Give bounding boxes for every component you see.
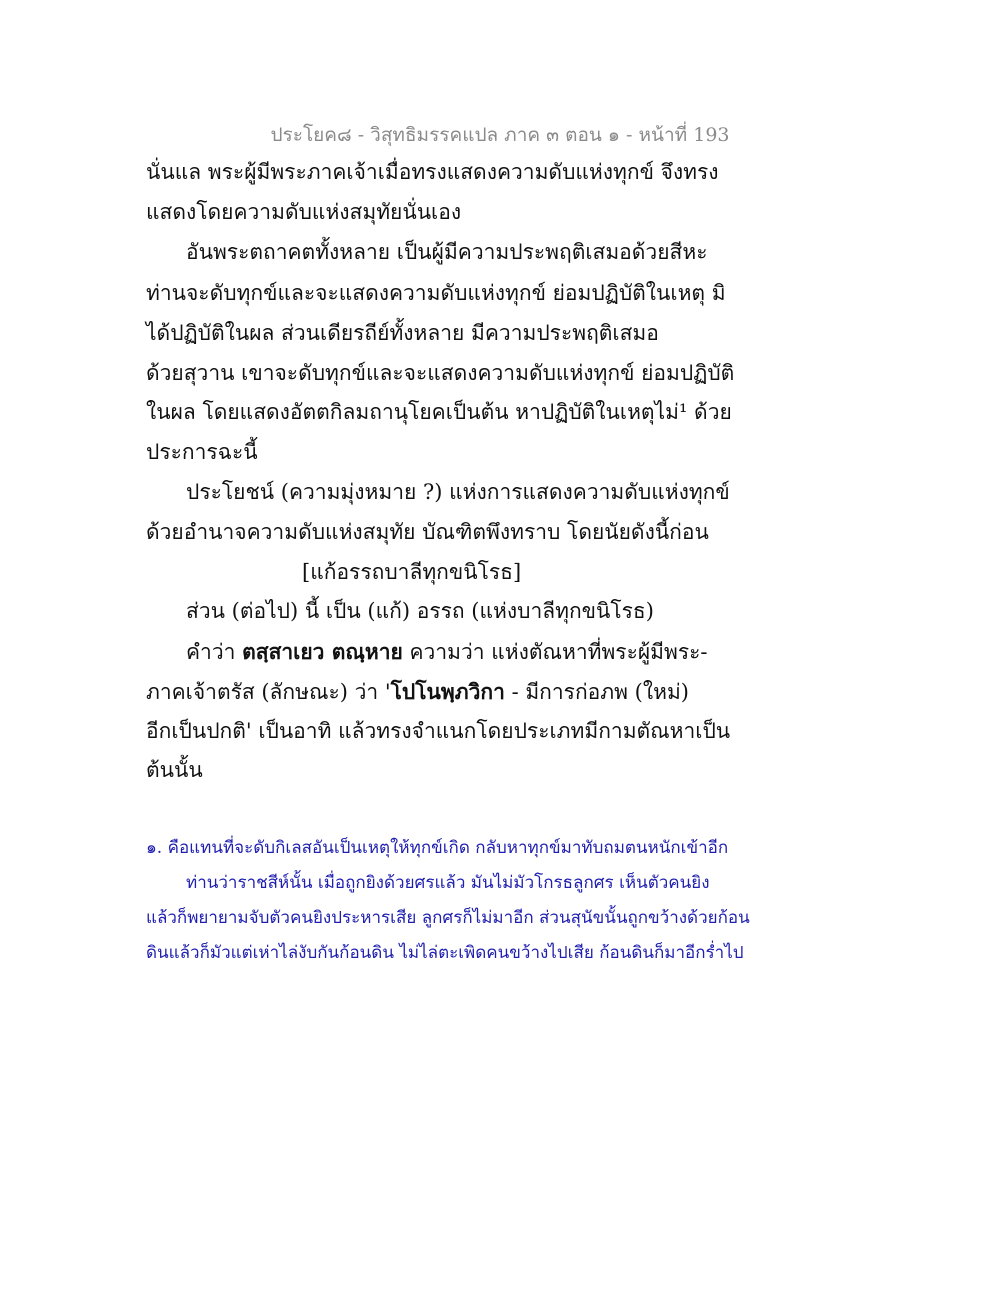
body-line: ในผล โดยแสดงอัตตกิลมถานุโยคเป็นต้น หาปฏิบัติในเหตุไม่¹ ด้วย bbox=[146, 400, 732, 424]
footnote-line: แล้วก็พยายามจับตัวคนยิงประหารเสีย ลูกศรก็ไม่มาอีก ส่วนสุนัขนั้นถูกขว้างด้วยก้อน bbox=[146, 908, 750, 928]
body-line: ด้วยสุวาน เขาจะดับทุกข์และจะแสดงความดับแห่งทุกข์ ย่อมปฏิบัติ bbox=[146, 361, 735, 385]
pali-term-bold: โปโนพฺภวิกา bbox=[390, 679, 505, 704]
pakkhao-prefix: ภาคเจ้าตรัส (ลักษณะ) ว่า ' bbox=[146, 680, 391, 704]
footnote-line: ดินแล้วก็มัวแต่เห่าไล่งับกันก้อนดิน ไม่ไล่ตะเพิดคนขว้างไปเสีย ก้อนดินก็มาอีกร่ำไป bbox=[146, 943, 744, 963]
body-line: ท่านจะดับทุกข์และจะแสดงความดับแห่งทุกข์ ย่อมปฏิบัติในเหตุ มิ bbox=[146, 281, 726, 305]
body-line: ได้ปฏิบัติในผล ส่วนเดียรถีย์ทั้งหลาย มีความประพฤติเสมอ bbox=[146, 321, 659, 345]
kamwa-prefix: คำว่า bbox=[186, 640, 243, 664]
pakkhao-suffix: - มีการก่อภพ (ใหม่) bbox=[504, 680, 689, 704]
page-header: ประโยค๘ - วิสุทธิมรรคแปล ภาค ๓ ตอน ๑ - หน้าที่ 193 bbox=[270, 124, 730, 146]
footnote-line: ๑. คือแทนที่จะดับกิเลสอันเป็นเหตุให้ทุกข์เกิด กลับหาทุกข์มาทับถมตนหนักเข้าอีก bbox=[146, 838, 729, 858]
body-line: ต้นนั้น bbox=[146, 758, 203, 782]
footnote-line: ท่านว่าราชสีห์นั้น เมื่อถูกยิงด้วยศรแล้ว มันไม่มัวโกรธลูกศร เห็นตัวคนยิง bbox=[186, 873, 710, 893]
kamwa-suffix: ความว่า แห่งตัณหาที่พระผู้มีพระ- bbox=[402, 640, 708, 664]
body-line: อีกเป็นปกติ' เป็นอาทิ แล้วทรงจำแนกโดยประเภทมีกามตัณหาเป็น bbox=[146, 719, 731, 743]
body-line: อันพระตถาคตทั้งหลาย เป็นผู้มีความประพฤติเสมอด้วยสีหะ bbox=[186, 240, 708, 264]
body-line: ประการฉะนี้ bbox=[146, 440, 258, 464]
body-line: ส่วน (ต่อไป) นี้ เป็น (แก้) อรรถ (แห่งบาลีทุกขนิโรธ) bbox=[186, 599, 654, 623]
body-line: ประโยชน์ (ความมุ่งหมาย ?) แห่งการแสดงความดับแห่งทุกข์ bbox=[186, 480, 730, 504]
body-line: นั่นแล พระผู้มีพระภาคเจ้าเมื่อทรงแสดงความดับแห่งทุกข์ จึงทรง bbox=[146, 160, 719, 184]
body-line: ด้วยอำนาจความดับแห่งสมุทัย บัณฑิตพึงทราบ โดยนัยดังนี้ก่อน bbox=[146, 520, 709, 544]
body-line-pakkhao bbox=[146, 679, 689, 705]
section-heading: [แก้อรรถบาลีทุกขนิโรธ] bbox=[302, 560, 522, 584]
pali-term-bold: ตสฺสาเยว ตณฺหาย bbox=[242, 639, 403, 664]
body-line-kamwa bbox=[186, 639, 708, 665]
body-line: แสดงโดยความดับแห่งสมุทัยนั่นเอง bbox=[146, 200, 462, 224]
